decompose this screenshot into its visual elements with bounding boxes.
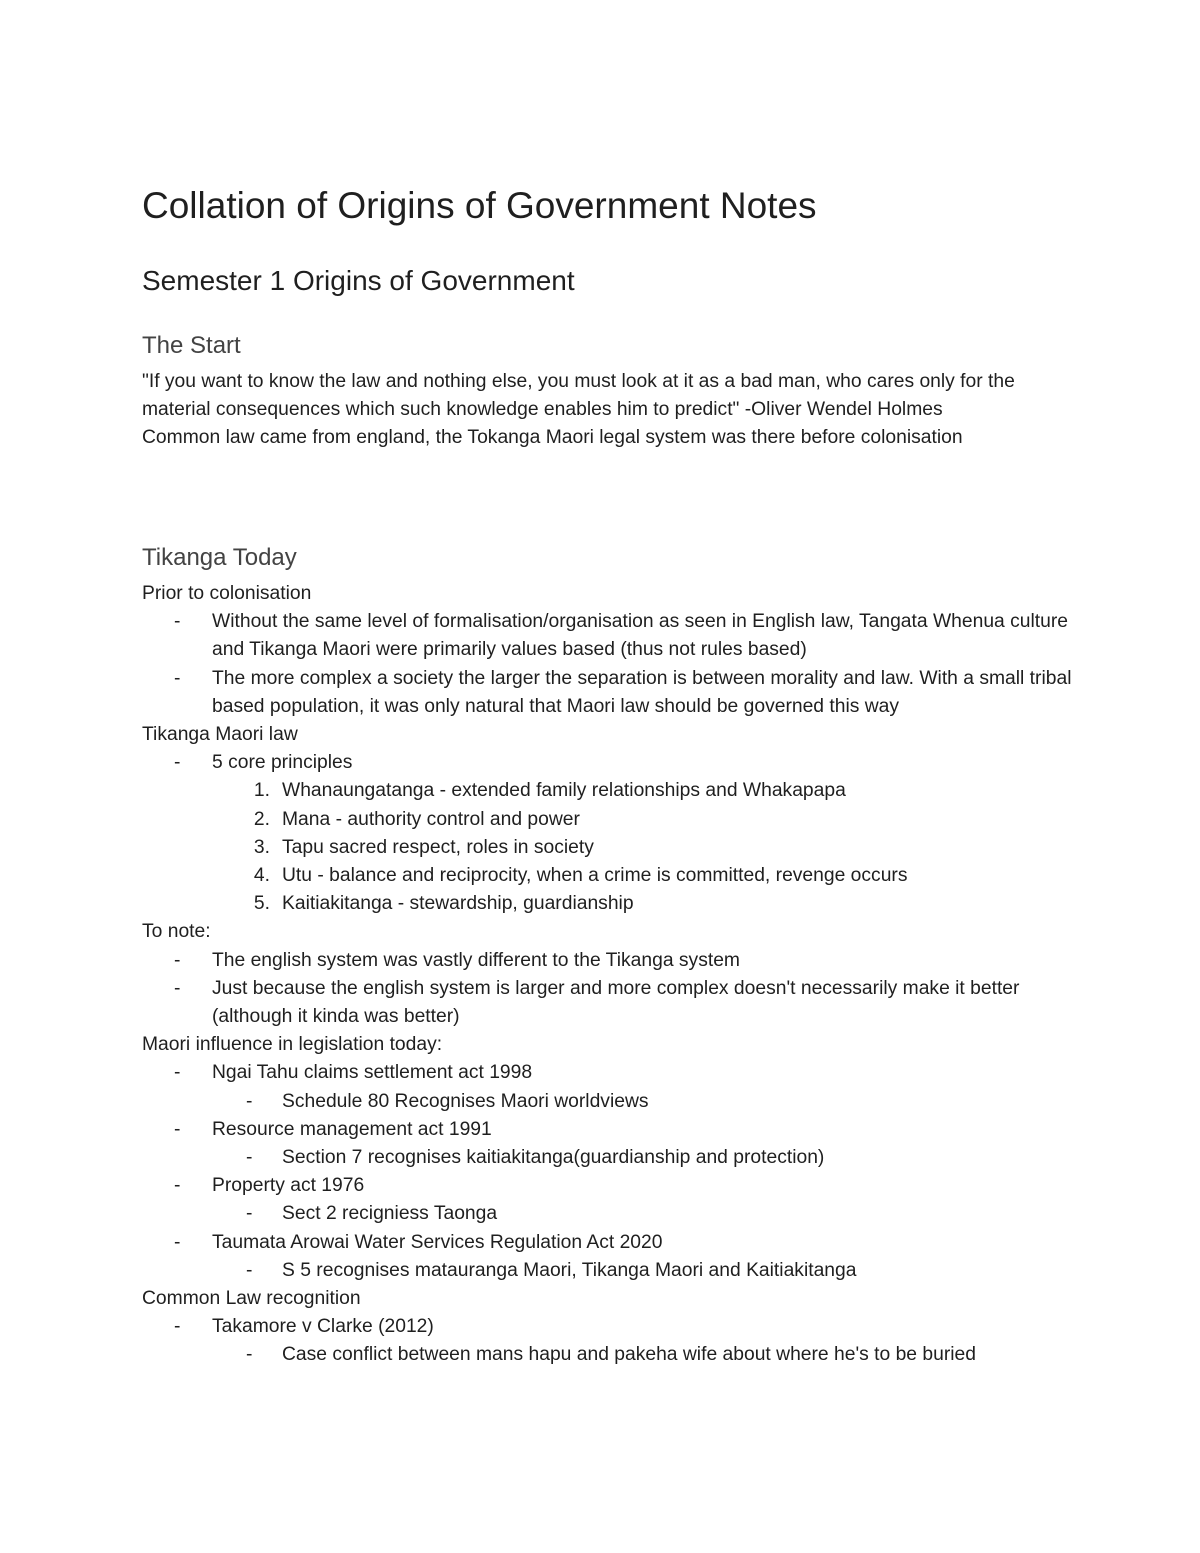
bullet-dash: -	[174, 1316, 181, 1338]
list-item: - 5 core principles	[142, 749, 1072, 777]
bullet-dash: -	[246, 1344, 253, 1366]
list-item: - Without the same level of formalisation/organisation as seen in English law, Tangata Whenua culture and Tikanga Maori were primarily values based (thus not rules based)	[142, 608, 1072, 664]
principle-item: 3. Tapu sacred respect, roles in society	[253, 836, 594, 858]
list-item: - Resource management act 1991	[142, 1116, 1072, 1144]
bullet-dash: -	[174, 752, 181, 774]
prior-colonisation-label: Prior to colonisation	[142, 583, 312, 604]
list-item: - Ngai Tahu claims settlement act 1998	[142, 1059, 1072, 1087]
common-law-recognition-label: Common Law recognition	[142, 1288, 361, 1310]
bullet-dash: -	[174, 949, 181, 971]
list-item: - The english system was vastly different to the Tikanga system	[142, 947, 1072, 975]
principle-item: 4. Utu - balance and reciprocity, when a crime is committed, revenge occurs	[253, 865, 908, 887]
bullet-dash: -	[174, 977, 181, 999]
list-item: - S 5 recognises matauranga Maori, Tikanga Maori and Kaitiakitanga	[142, 1257, 1072, 1285]
list-item: - Takamore v Clarke (2012)	[142, 1313, 1072, 1341]
principle-item: 1. Whanaungatanga - extended family relationships and Whakapapa	[253, 780, 846, 802]
list-item: - Taumata Arowai Water Services Regulation Act 2020	[142, 1229, 1072, 1257]
bullet-dash: -	[174, 1062, 181, 1084]
list-item: - The more complex a society the larger the separation is between morality and law. With a small tribal based population, it was only natural that Maori law should be governed this way	[142, 665, 1072, 721]
list-item: - Section 7 recognises kaitiakitanga(guardianship and protection)	[142, 1144, 1072, 1172]
the-start-section	[142, 368, 1072, 453]
principle-item: 2. Mana - authority control and power	[253, 808, 580, 830]
the-start-heading: The Start	[142, 332, 241, 359]
bullet-dash: -	[174, 611, 181, 633]
list-item: - Just because the english system is larger and more complex doesn't necessarily make it better (although it kinda was better)	[142, 975, 1072, 1031]
bullet-dash: -	[246, 1147, 253, 1169]
bullet-dash: -	[174, 667, 181, 689]
list-item: - Schedule 80 Recognises Maori worldviews	[142, 1088, 1072, 1116]
to-note-label: To note:	[142, 921, 211, 943]
document-title: Collation of Origins of Government Notes	[142, 185, 817, 226]
bullet-dash: -	[174, 1175, 181, 1197]
list-item: - Sect 2 recigniess Taonga	[142, 1200, 1072, 1228]
bullet-dash: -	[246, 1259, 253, 1281]
list-item: - Case conflict between mans hapu and pakeha wife about where he's to be buried	[142, 1341, 1072, 1369]
tikanga-today-section	[142, 580, 1072, 1370]
bullet-dash: -	[246, 1203, 253, 1225]
common-law-origin: Common law came from england, the Tokanga Maori legal system was there before colonisation	[142, 427, 963, 449]
bullet-dash: -	[246, 1090, 253, 1112]
holmes-quote: "If you want to know the law and nothing else, you must look at it as a bad man, who cares only for the material consequences which such knowledge enables him to predict" -Oliver Wendel Holmes	[142, 371, 1015, 421]
tikanga-today-heading: Tikanga Today	[142, 544, 297, 571]
semester-heading: Semester 1 Origins of Government	[142, 265, 575, 296]
bullet-dash: -	[174, 1231, 181, 1253]
bullet-dash: -	[174, 1118, 181, 1140]
tikanga-law-label: Tikanga Maori law	[142, 724, 298, 746]
list-item: - Property act 1976	[142, 1172, 1072, 1200]
principle-item: 5. Kaitiakitanga - stewardship, guardianship	[253, 893, 634, 915]
maori-influence-label: Maori influence in legislation today:	[142, 1034, 443, 1056]
